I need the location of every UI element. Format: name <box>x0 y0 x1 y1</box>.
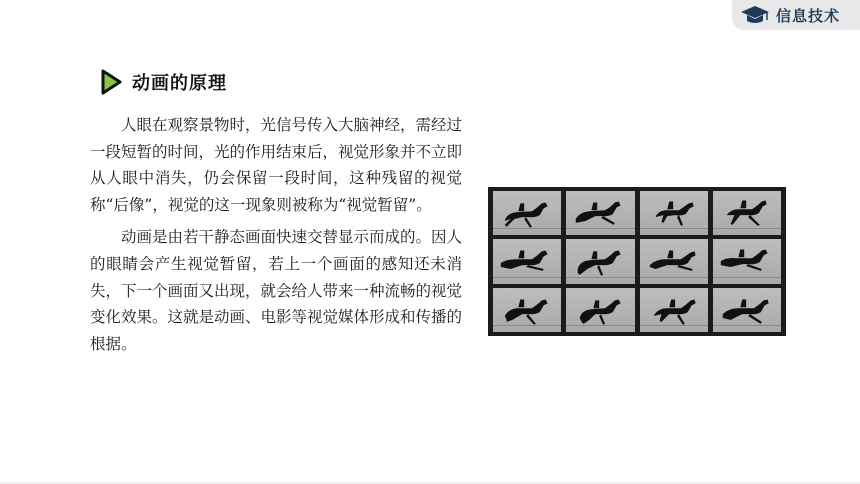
section-title: 动画的原理 <box>132 73 227 94</box>
photo-frame <box>640 239 708 283</box>
section-heading <box>100 67 227 97</box>
photo-frame <box>566 239 634 283</box>
photo-frame <box>493 288 561 332</box>
paragraph-persistence: 人眼在观察景物时，光信号传入大脑神经，需经过一段短暂的时间，光的作用结束后，视觉形象并不立即从人眼中消失，仍会保留一段时间，这种残留的视觉称“后像”，视觉的这一现象则被称为“视觉暂留”。 <box>90 116 463 214</box>
photo-frame <box>713 288 781 332</box>
paragraph-animation: 动画是由若干静态画面快速交替显示而成的。因人的眼睛会产生视觉暂留，若上一个画面的感知还未消失，下一个画面又出现，就会给人带来一种流畅的视觉变化效果。这就是动画、电影等视觉媒体形成和传播的根据。 <box>90 228 463 353</box>
brand-label: 信息技术 <box>776 6 841 25</box>
horse-in-motion-photo <box>488 187 786 336</box>
play-arrow-icon <box>100 69 122 95</box>
brand-tab <box>732 0 860 30</box>
photo-frame <box>493 191 561 235</box>
photo-frame <box>566 288 634 332</box>
photo-frame <box>640 191 708 235</box>
graduation-cap-icon <box>740 4 770 26</box>
body-text <box>90 112 462 357</box>
photo-frame <box>566 191 634 235</box>
photo-frame <box>713 191 781 235</box>
photo-frame <box>640 288 708 332</box>
photo-frame <box>713 239 781 283</box>
photo-frame <box>493 239 561 283</box>
